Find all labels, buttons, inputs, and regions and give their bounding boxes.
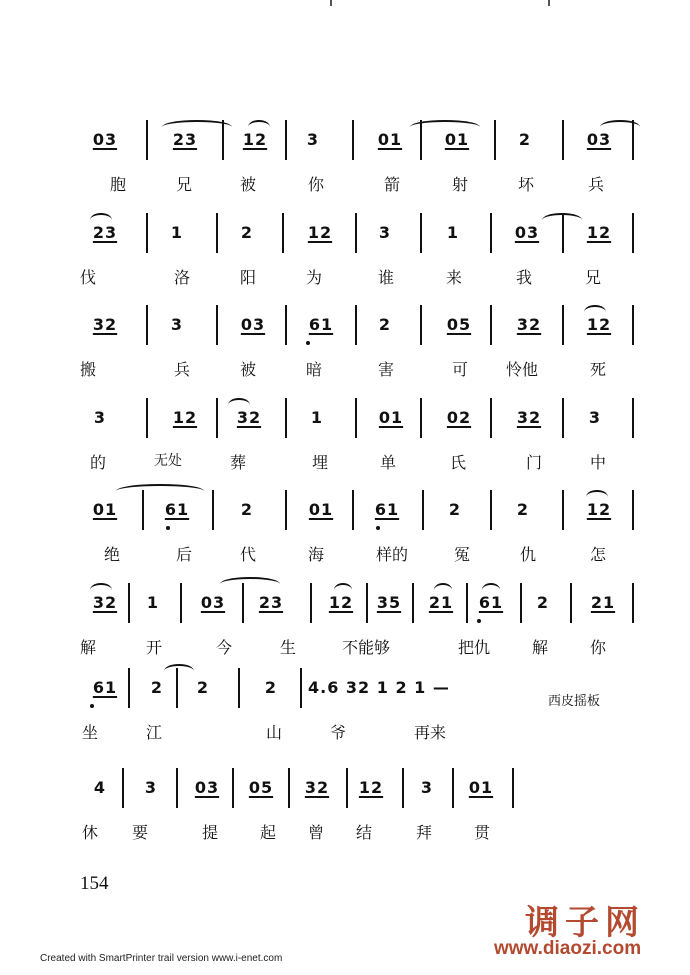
bar-line [122, 768, 124, 808]
bar-line [146, 305, 148, 345]
lyric: 的 [90, 453, 107, 472]
measure: 61 [308, 315, 334, 334]
bar-line [222, 120, 224, 160]
bar-line [310, 583, 312, 623]
measure: 01 [444, 130, 470, 149]
lyrics-row [80, 635, 640, 661]
measure: 03 [514, 223, 540, 242]
lyric: 把仇 [458, 638, 491, 657]
measure: 4 [93, 778, 107, 797]
lyric: 冤 [454, 545, 471, 564]
measure: 21 [590, 593, 616, 612]
bar-line [562, 490, 564, 530]
lyric: 代 [240, 545, 257, 564]
bar-line [146, 398, 148, 438]
notes-row [80, 398, 640, 444]
measure: 1 [310, 408, 324, 427]
bar-line [412, 583, 414, 623]
bar-line [355, 305, 357, 345]
lyric: 怎 [590, 545, 607, 564]
lyrics-row [80, 720, 640, 746]
notes-row [80, 768, 640, 814]
bar-line [352, 490, 354, 530]
notes-row [80, 213, 640, 259]
bar-line [146, 213, 148, 253]
bar-line [285, 490, 287, 530]
lyric: 山 [266, 723, 283, 742]
lyric: 坏 [518, 175, 535, 194]
lyric: 你 [308, 175, 325, 194]
lyric: 仇 [520, 545, 537, 564]
measure: 3 [378, 223, 392, 242]
bar-line [632, 490, 634, 530]
measure: 03 [92, 130, 118, 149]
lyric: 搬 [80, 360, 97, 379]
lyric: 解 [532, 638, 549, 657]
measure: 05 [446, 315, 472, 334]
top-edge-mark [548, 0, 550, 6]
measure: 32 [92, 593, 118, 612]
lyric: 氏 [450, 453, 467, 472]
measure: 01 [377, 130, 403, 149]
measure: 3 [588, 408, 602, 427]
measure: 01 [308, 500, 334, 519]
lyric: 中 [590, 453, 607, 472]
lyric: 江 [146, 723, 163, 742]
slur [164, 664, 194, 678]
bar-line [216, 398, 218, 438]
lyric: 被 [240, 175, 257, 194]
bar-line [402, 768, 404, 808]
bar-line [420, 120, 422, 160]
bar-line [242, 583, 244, 623]
octave-dot [166, 526, 170, 530]
measure: 3 [93, 408, 107, 427]
measure: 2 [516, 500, 530, 519]
lyric: 我 [516, 268, 533, 287]
measure: 12 [242, 130, 268, 149]
octave-dot [306, 341, 310, 345]
measure: 02 [446, 408, 472, 427]
measure: 3 [306, 130, 320, 149]
lyrics-row [80, 450, 640, 476]
measure: 21 [428, 593, 454, 612]
bar-line [142, 490, 144, 530]
bar-line [176, 768, 178, 808]
bar-line [238, 668, 240, 708]
measure: 35 [376, 593, 402, 612]
measure: 3 [420, 778, 434, 797]
lyric: 害 [378, 360, 395, 379]
bar-line [490, 490, 492, 530]
notes-row [80, 120, 640, 166]
bar-line [494, 120, 496, 160]
bar-line [300, 668, 302, 708]
measure: 32 [304, 778, 330, 797]
bar-line [285, 120, 287, 160]
bar-line [420, 213, 422, 253]
notes-row [80, 305, 640, 351]
lyric: 再来 [414, 723, 447, 742]
bar-line [490, 305, 492, 345]
bar-line [285, 305, 287, 345]
watermark-title: 调子网 [525, 903, 645, 943]
staff-row-7 [80, 668, 640, 778]
bar-line [176, 668, 178, 708]
lyric: 兵 [588, 175, 605, 194]
lyric: 洛 [174, 268, 191, 287]
bar-line [128, 668, 130, 708]
lyric: 解 [80, 638, 97, 657]
lyric: 来 [446, 268, 463, 287]
lyric: 结 [356, 823, 373, 842]
measure: 12 [172, 408, 198, 427]
bar-line [632, 305, 634, 345]
measure: 2 [264, 678, 278, 697]
measure: 03 [200, 593, 226, 612]
lyric: 射 [452, 175, 469, 194]
lyric: 无处 [154, 453, 182, 469]
measure: 2 [150, 678, 164, 697]
lyric: 生 [280, 638, 297, 657]
staff-row-8 [80, 768, 640, 878]
measure: 61 [164, 500, 190, 519]
measure: 23 [92, 223, 118, 242]
slur [220, 577, 280, 591]
lyric: 死 [590, 360, 607, 379]
lyric: 爷 [330, 723, 347, 742]
measure: 12 [586, 315, 612, 334]
bar-line [232, 768, 234, 808]
notes-row [80, 583, 640, 629]
measure: 4.6 32 1 2 1 — [308, 678, 450, 697]
bar-line [562, 213, 564, 253]
measure: 2 [536, 593, 550, 612]
lyric: 今 [216, 638, 233, 657]
measure: 12 [586, 500, 612, 519]
bar-line [512, 768, 514, 808]
bar-line [632, 398, 634, 438]
measure: 01 [92, 500, 118, 519]
bar-line [562, 120, 564, 160]
bar-line [422, 490, 424, 530]
lyric: 不能够 [342, 638, 391, 657]
lyric: 箭 [384, 175, 401, 194]
lyric: 开 [146, 638, 163, 657]
bar-line [285, 398, 287, 438]
measure: 12 [358, 778, 384, 797]
lyric: 胞 [110, 175, 127, 194]
measure: 01 [468, 778, 494, 797]
lyric: 被 [240, 360, 257, 379]
measure: 32 [92, 315, 118, 334]
lyrics-row [80, 357, 640, 383]
lyric: 后 [176, 545, 193, 564]
page-number: 154 [80, 873, 109, 894]
measure: 3 [170, 315, 184, 334]
measure: 2 [378, 315, 392, 334]
measure: 2 [240, 223, 254, 242]
tempo-label: 西皮摇板 [548, 694, 601, 709]
bar-line [282, 213, 284, 253]
lyric: 葬 [230, 453, 247, 472]
bar-line [420, 398, 422, 438]
lyric: 为 [306, 268, 323, 287]
notes-row [80, 490, 640, 536]
measure: 61 [478, 593, 504, 612]
measure: 23 [172, 130, 198, 149]
lyric: 兵 [174, 360, 191, 379]
lyric: 门 [526, 453, 543, 472]
lyric: 拜 [416, 823, 433, 842]
lyric: 曾 [308, 823, 325, 842]
lyric: 阳 [240, 268, 257, 287]
bar-line [632, 120, 634, 160]
lyric: 绝 [104, 545, 121, 564]
measure: 32 [516, 408, 542, 427]
lyric: 单 [380, 453, 397, 472]
measure: 61 [374, 500, 400, 519]
measure: 2 [196, 678, 210, 697]
bar-line [520, 583, 522, 623]
octave-dot [376, 526, 380, 530]
measure: 12 [328, 593, 354, 612]
bar-line [288, 768, 290, 808]
measure: 03 [586, 130, 612, 149]
bar-line [490, 398, 492, 438]
bar-line [352, 120, 354, 160]
lyric: 怜他 [506, 360, 539, 379]
measure: 12 [586, 223, 612, 242]
lyric: 样的 [376, 545, 409, 564]
lyrics-row [80, 172, 640, 198]
lyric: 谁 [378, 268, 395, 287]
measure: 3 [144, 778, 158, 797]
measure: 32 [516, 315, 542, 334]
lyric: 可 [452, 360, 469, 379]
lyrics-row [80, 265, 640, 291]
measure: 23 [258, 593, 284, 612]
lyric: 兄 [585, 268, 602, 287]
lyric: 坐 [82, 723, 99, 742]
lyric: 伐 [80, 268, 97, 287]
bar-line [632, 213, 634, 253]
bar-line [420, 305, 422, 345]
slur [116, 484, 204, 498]
bar-line [570, 583, 572, 623]
measure: 12 [307, 223, 333, 242]
bar-line [632, 583, 634, 623]
measure: 61 [92, 678, 118, 697]
footer-note: Created with SmartPrinter trail version www.i-enet.com [40, 953, 283, 964]
watermark-url: www.diaozi.com [494, 938, 642, 959]
lyric: 海 [308, 545, 325, 564]
measure: 1 [170, 223, 184, 242]
lyric: 兄 [176, 175, 193, 194]
lyric: 提 [202, 823, 219, 842]
measure: 32 [236, 408, 262, 427]
measure: 2 [518, 130, 532, 149]
bar-line [355, 213, 357, 253]
bar-line [212, 490, 214, 530]
bar-line [128, 583, 130, 623]
lyric: 贯 [474, 823, 491, 842]
lyric: 埋 [312, 453, 329, 472]
measure: 03 [240, 315, 266, 334]
measure: 2 [448, 500, 462, 519]
bar-line [216, 305, 218, 345]
octave-dot [477, 619, 481, 623]
top-edge-mark [330, 0, 332, 6]
bar-line [146, 120, 148, 160]
lyric: 你 [590, 638, 607, 657]
bar-line [216, 213, 218, 253]
bar-line [562, 305, 564, 345]
measure: 1 [146, 593, 160, 612]
bar-line [355, 398, 357, 438]
measure: 05 [248, 778, 274, 797]
measure: 2 [240, 500, 254, 519]
lyric: 休 [82, 823, 99, 842]
lyric: 暗 [306, 360, 323, 379]
bar-line [180, 583, 182, 623]
lyric: 起 [260, 823, 277, 842]
lyric: 要 [132, 823, 149, 842]
measure: 03 [194, 778, 220, 797]
bar-line [562, 398, 564, 438]
measure: 01 [378, 408, 404, 427]
bar-line [452, 768, 454, 808]
bar-line [490, 213, 492, 253]
lyrics-row [80, 820, 640, 846]
octave-dot [90, 704, 94, 708]
lyrics-row [80, 542, 640, 568]
measure: 1 [446, 223, 460, 242]
